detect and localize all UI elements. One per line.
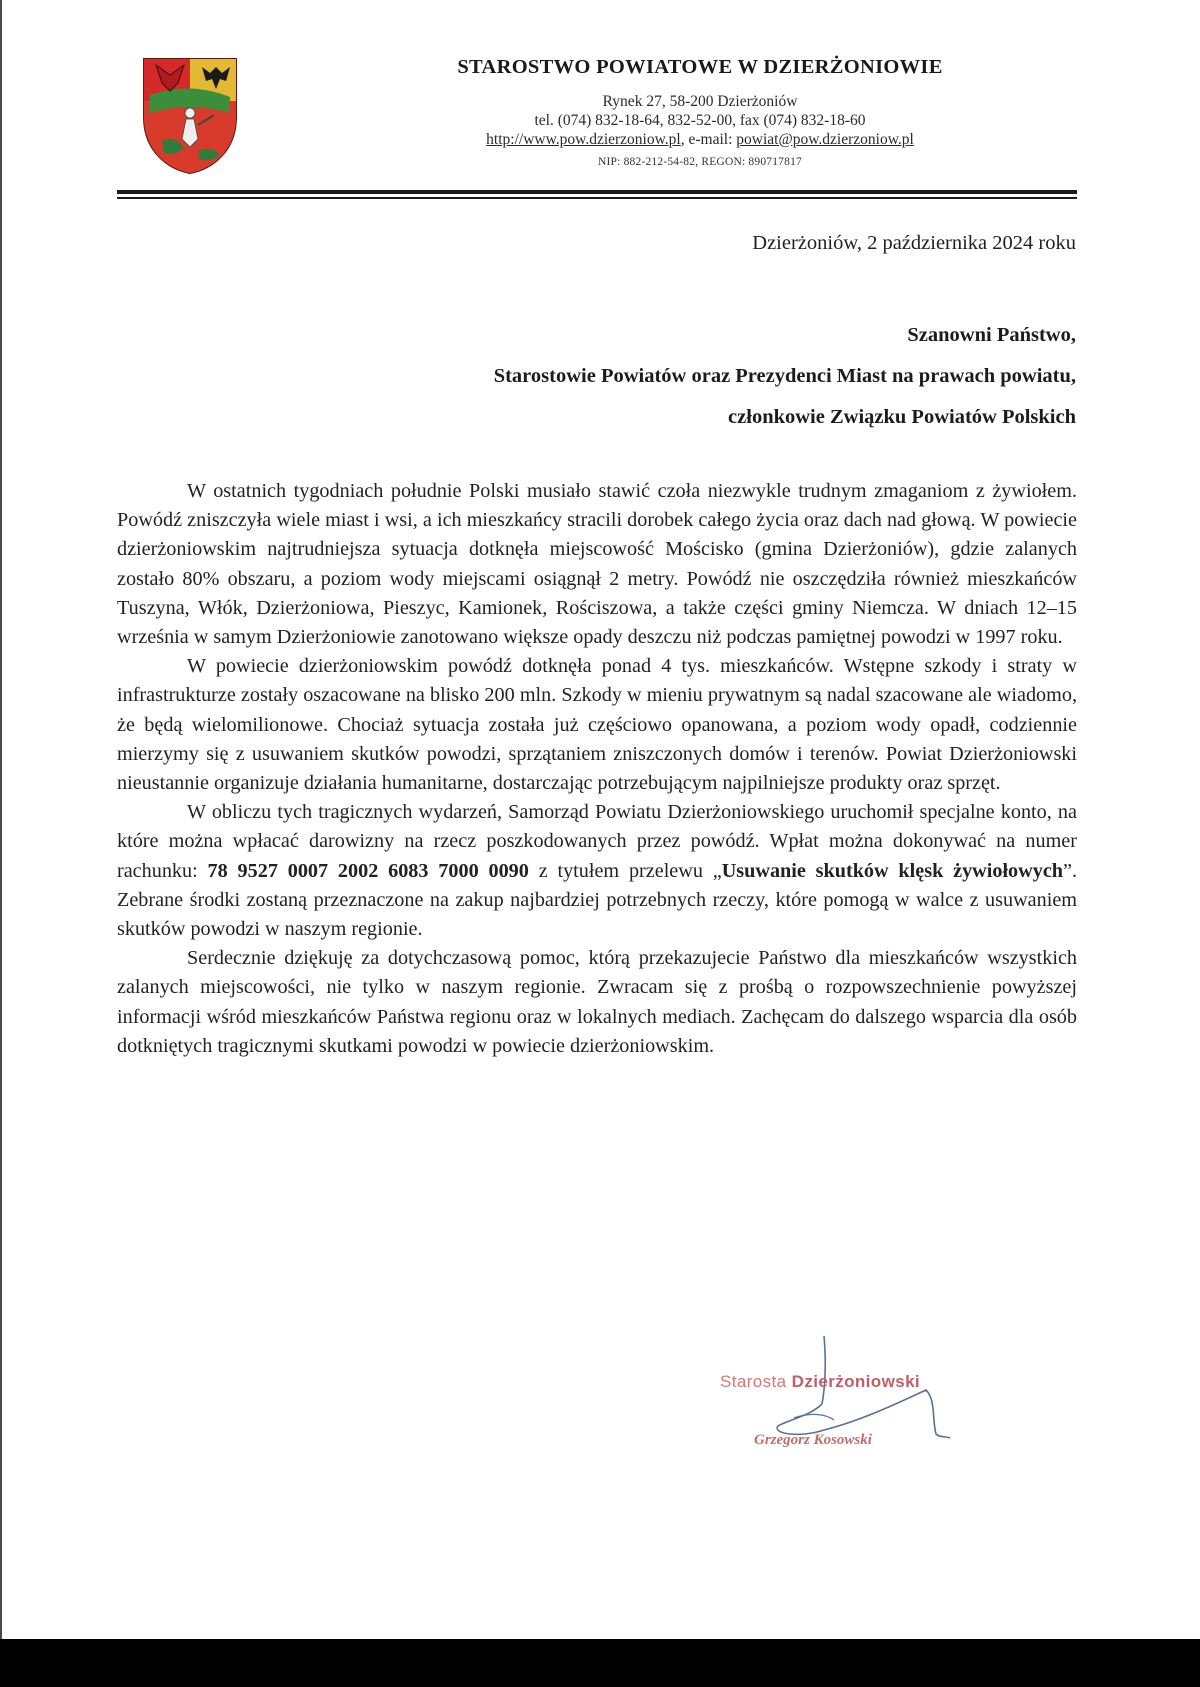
nip-regon-line: NIP: 882-212-54-82, REGON: 890717817 [598, 156, 802, 168]
header-divider-thick [117, 190, 1077, 194]
salutation: Szanowni Państwo, [907, 324, 1076, 346]
email-link[interactable]: powiat@pow.dzierzoniow.pl [736, 131, 914, 148]
paragraph-3 [117, 798, 1077, 944]
paragraph-4: Serdecznie dziękuję za dotychczasową pomoc, którą przekazujecie Państwo dla mieszkańców wszystkich zalanych miejscowości, nie tylko w naszym regionie. Zwracam się z prośbą o rozpowszechnienie powyższej informacji wśród mieszkańców Państwa regionu oraz w lokalnych mediach. Zachęcam do dalszego wsparcia dla osób dotkniętych tragicznymi skutkami powodzi w powiecie dzierżoniowskim. [117, 947, 1077, 1057]
addressee-line-3: członkowie Związku Powiatów Polskich [728, 406, 1076, 428]
paragraph-2: W powiecie dzierżoniowskim powódź dotknęła ponad 4 tys. mieszkańców. Wstępne szkody i straty w infrastrukturze zostały oszacowane na blisko 200 mln. Szkody w mieniu prywatnym są nadal szacowane ale wiadomo, że będą wielomilionowe. Chociaż sytuacja została już częściowo opanowana, a poziom wody opadł, codziennie mierzymy się z usuwaniem skutków powodzi, sprzątaniem zniszczonych domów i terenów. Powiat Dzierżoniowski nieustannie organizuje działania humanitarne, dostarczając potrzebującym najpilniejsze produkty oraz sprzęt. [117, 655, 1077, 795]
website-link[interactable]: http://www.pow.dzierzoniow.pl [486, 131, 681, 148]
web-email-line [300, 130, 1100, 149]
signature-block [714, 1330, 954, 1465]
addressee-block [494, 315, 1076, 438]
paragraph-3-part-3: ”. Zebrane środki zostaną przeznaczone na zakup najbardziej potrzebnych rzeczy, które pomogą w walce z usuwaniem skutków powodzi w naszym regionie. [117, 859, 1078, 941]
letterhead [300, 56, 1100, 168]
scan-bottom-border [0, 1639, 1200, 1687]
scan-edge [0, 0, 2, 1640]
letter-body [117, 477, 1077, 1061]
coat-of-arms-logo [140, 55, 240, 175]
transfer-title: Usuwanie skutków klęsk żywiołowych [721, 859, 1064, 882]
email-prefix: , e-mail: [680, 131, 737, 148]
paragraph-3-part-1: W obliczu tych tragicznych wydarzeń, Samorząd Powiatu Dzierżoniowskiego uruchomił specjalne konto, na które można wpłacać darowizny na rzecz poszkodowanych przez powódź. Wpłat można dokonywać na numer rachunku: [117, 801, 1077, 882]
date-line: Dzierżoniów, 2 października 2024 roku [752, 232, 1076, 254]
signatory-name: Grzegorz Kosowski [754, 1432, 872, 1448]
header-divider-thin [117, 197, 1077, 199]
addressee-line-2: Starostowie Powiatów oraz Prezydenci Miast na prawach powiatu, [493, 365, 1076, 387]
paragraph-1: W ostatnich tygodniach południe Polski musiało stawić czoła niezwykle trudnym zmaganiom z żywiołem. Powódź zniszczyła wiele miast i wsi, a ich mieszkańcy stracili dorobek całego życia oraz dach nad głową. W powiecie dzierżoniowskim najtrudniejsza sytuacja dotknęła miejscowość Mościsko (gmina Dzierżoniów), gdzie zalanych zostało 80% obszaru, a poziom wody miejscami osiągnął 2 metry. Powódź nie oszczędziła również mieszkańców Tuszyna, Włók, Dzierżoniowa, Pieszyc, Kamionek, Rościszowa, a także części gminy Niemcza. W dniach 12–15 września w samym Dzierżoniowie zanotowano większe opady deszczu niż podczas pamiętnej powodzi w 1997 roku. [117, 480, 1077, 649]
organization-name: STAROSTWO POWIATOWE W DZIERŻONIOWIE [457, 56, 943, 78]
signatory-title: Starosta Dzierżoniowski [720, 1372, 921, 1391]
phone-line: tel. (074) 832-18-64, 832-52-00, fax (074) 832-18-60 [534, 112, 866, 129]
address-line: Rynek 27, 58-200 Dzierżoniów [602, 93, 798, 110]
account-number: 78 9527 0007 2002 6083 7000 0090 [207, 859, 529, 882]
paragraph-3-part-2: z tytułem przelewu „ [528, 859, 722, 882]
